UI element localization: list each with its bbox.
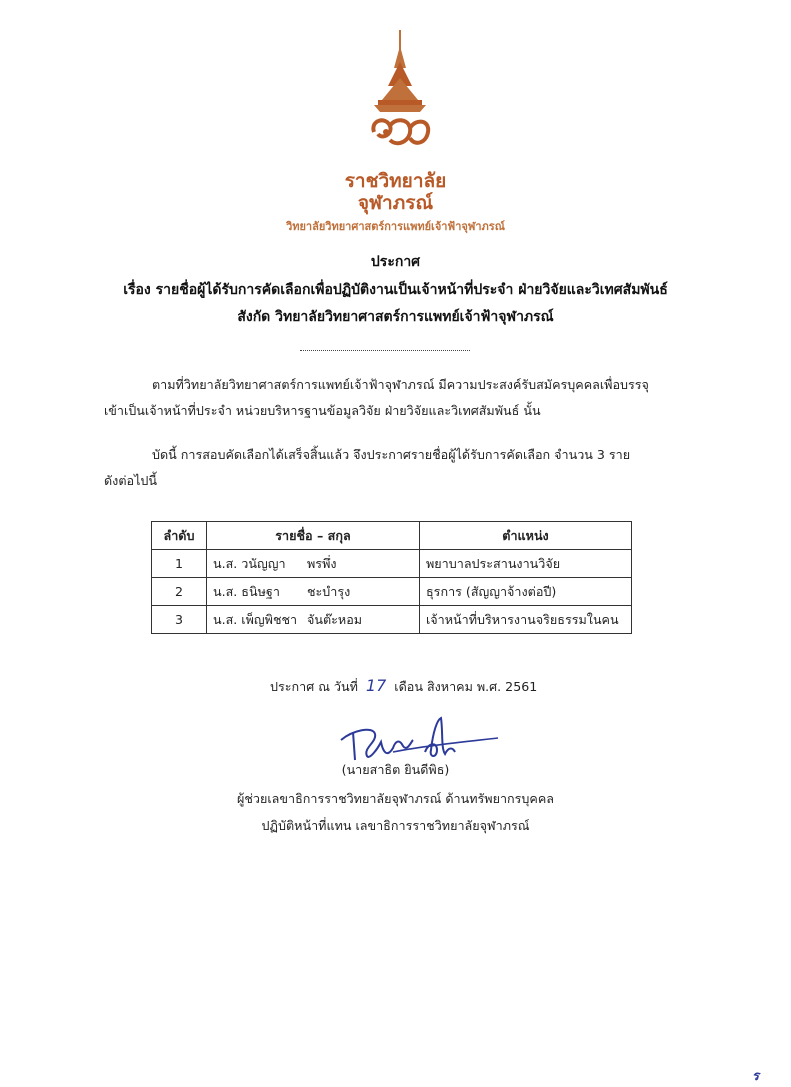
row-position: เจ้าหน้าที่บริหารงานจริยธรรมในคน xyxy=(420,606,632,634)
date-prefix: ประกาศ ณ วันที่ xyxy=(270,679,358,694)
row-position: พยาบาลประสานงานวิจัย xyxy=(420,550,632,578)
table-row xyxy=(152,606,632,634)
selected-candidates-table xyxy=(151,521,632,634)
org-name-line1: ราชวิทยาลัย xyxy=(344,170,447,192)
first-name: น.ส. วนัญญา xyxy=(213,555,286,571)
paragraph1-line2: เข้าเป็นเจ้าหน้าที่ประจำ หน่วยบริหารฐานข้อมูลวิจัย ฝ่ายวิจัยและวิเทศสัมพันธ์ นั้น xyxy=(104,403,541,418)
signatory-position-1: ผู้ช่วยเลขาธิการราชวิทยาลัยจุฬาภรณ์ ด้านทรัพยากรบุคคล xyxy=(237,791,554,806)
dotted-divider xyxy=(300,350,470,351)
header-position: ตำแหน่ง xyxy=(420,522,632,550)
header-name: รายชื่อ – สกุล xyxy=(207,522,420,550)
table-row xyxy=(152,550,632,578)
row-name xyxy=(207,606,420,634)
last-name: จันต๊ะหอม xyxy=(307,611,363,627)
paragraph1-line1: ตามที่วิทยาลัยวิทยาศาสตร์การแพทย์เจ้าฟ้าจุฬาภรณ์ มีความประสงค์รับสมัครบุคคลเพื่อบรรจุ xyxy=(152,377,649,392)
row-order: 1 xyxy=(152,550,207,578)
date-suffix: เดือน สิงหาคม พ.ศ. 2561 xyxy=(394,679,538,694)
first-name: น.ส. เพ็ญพิชชา xyxy=(213,611,298,627)
row-name xyxy=(207,578,420,606)
announcement-affiliation: สังกัด วิทยาลัยวิทยาศาสตร์การแพทย์เจ้าฟ้าจุฬาภรณ์ xyxy=(237,309,554,325)
row-position: ธุรการ (สัญญาจ้างต่อปี) xyxy=(420,578,632,606)
announcement-title: ประกาศ xyxy=(370,254,421,270)
last-name: พรพึ่ง xyxy=(307,555,337,571)
table-row xyxy=(152,578,632,606)
college-logo xyxy=(360,28,440,168)
table-header-row xyxy=(152,522,632,550)
signatory-name: (นายสาธิต ยินดีพิธ) xyxy=(341,762,450,777)
org-subtitle: วิทยาลัยวิทยาศาสตร์การแพทย์เจ้าฟ้าจุฬาภรณ์ xyxy=(286,220,505,233)
row-order: 3 xyxy=(152,606,207,634)
date-day: 17 xyxy=(365,676,387,695)
handwritten-corner-mark: ร xyxy=(752,1069,759,1084)
row-order: 2 xyxy=(152,578,207,606)
first-name: น.ส. ธนิษฐา xyxy=(213,583,280,599)
signatory-position-2: ปฏิบัติหน้าที่แทน เลขาธิการราชวิทยาลัยจุฬาภรณ์ xyxy=(261,818,530,833)
row-name xyxy=(207,550,420,578)
paragraph2-line2: ดังต่อไปนี้ xyxy=(104,473,158,488)
last-name: ชะบำรุง xyxy=(307,583,351,599)
header-order: ลำดับ xyxy=(152,522,207,550)
announcement-date xyxy=(270,676,537,697)
announcement-subject: เรื่อง รายชื่อผู้ได้รับการคัดเลือกเพื่อปฏิบัติงานเป็นเจ้าหน้าที่ประจำ ฝ่ายวิจัยและวิเทศสัมพันธ์ xyxy=(123,282,668,298)
org-name-line2: จุฬาภรณ์ xyxy=(357,192,434,214)
paragraph2-line1: บัดนี้ การสอบคัดเลือกได้เสร็จสิ้นแล้ว จึงประกาศรายชื่อผู้ได้รับการคัดเลือก จำนวน 3 ราย xyxy=(152,447,631,462)
